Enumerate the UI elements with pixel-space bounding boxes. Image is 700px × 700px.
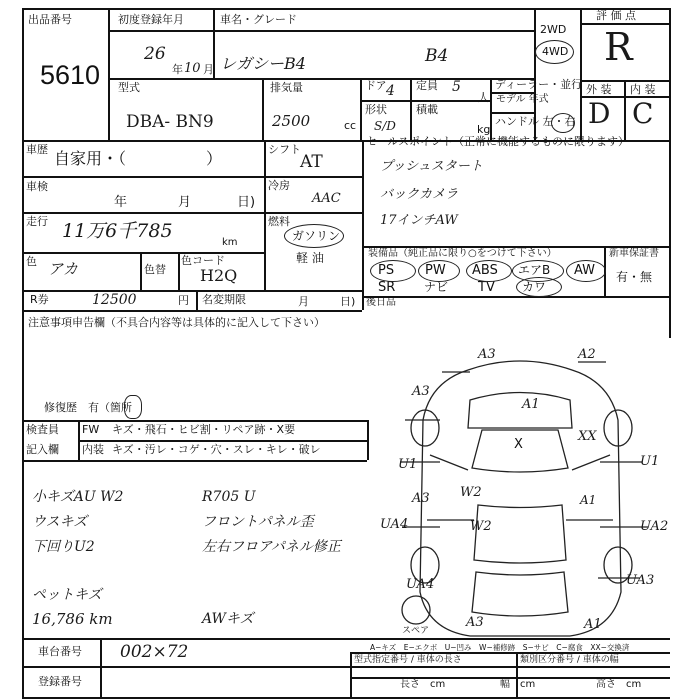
label-4wd: 4WD — [542, 45, 569, 58]
body-type-value: S/D — [374, 119, 396, 133]
damage-windshield: X — [514, 437, 523, 452]
equip-ps: PS — [378, 263, 395, 278]
equip-aw: AW — [574, 263, 596, 278]
label-expiry: 名変期限 — [202, 293, 246, 306]
registration-year-value: 26 — [144, 44, 166, 64]
label-first-registration: 初度登録年月 — [118, 13, 184, 26]
color-code-value: H2Q — [200, 266, 238, 285]
note-1: 小キズAU W2 — [32, 489, 124, 505]
label-designation: 型式指定番号 / 車体の長さ — [354, 655, 462, 665]
label-entry: 記入欄 — [26, 443, 59, 456]
damage-A1-right-door: A1 — [580, 493, 597, 507]
damage-A1-hood: A1 — [522, 397, 540, 412]
label-spare: スペア — [402, 626, 430, 636]
sales-point-2: バックカメラ — [380, 187, 459, 202]
damage-U1-right: U1 — [640, 454, 660, 469]
exterior-grade-value: D — [588, 97, 611, 130]
mileage-value: 11万6千785 — [62, 220, 173, 242]
label-doors: ドア — [365, 79, 387, 92]
label-chassis-number: 車台番号 — [38, 645, 82, 658]
displacement-value: 2500 — [272, 112, 311, 130]
label-sales-points: セールスポイント（正常に機能するものに限ります） — [366, 135, 630, 148]
sales-point-3: 17インチAW — [380, 213, 458, 228]
damage-UA2-right: UA2 — [640, 519, 669, 534]
sales-point-1: プッシュスタート — [380, 159, 483, 174]
capacity-value: 5 — [452, 79, 461, 95]
label-category: 類別区分番号 / 車体の幅 — [520, 655, 619, 665]
damage-A1-rear-right: A1 — [584, 617, 602, 632]
label-height: 高さ cm — [596, 679, 642, 690]
registration-month-value: 10 — [184, 61, 201, 76]
shift-value: AT — [300, 152, 323, 172]
label-2wd: 2WD — [540, 23, 567, 36]
label-inspector: 検査員 — [26, 423, 59, 436]
label-kg: kg — [477, 123, 491, 136]
label-grade-score: 評 価 点 — [596, 9, 636, 22]
label-fw: FW — [82, 423, 100, 436]
label-year: 年 — [172, 63, 183, 76]
label-equipment: 装備品（純正品に限り○をつけて下さい） — [368, 248, 557, 259]
label-handle: ハンドル 左・右 — [495, 115, 576, 128]
model-name-value: レガシーB4 — [220, 54, 306, 73]
label-repair-history: 修復歴 有（箇所 — [44, 401, 132, 414]
equip-airbag: エアB — [518, 263, 551, 277]
equip-abs: ABS — [472, 263, 498, 278]
damage-legend: A−キズ E−エクボ U−凹み W−補修跡 S−サビ C−腐食 XX−交換済 — [370, 643, 630, 652]
label-new-car-warranty: 新車保証書 — [609, 248, 659, 259]
model-code-value: DBA- BN9 — [126, 112, 214, 132]
label-length: 長さ cm — [400, 679, 446, 690]
label-inspection-month: 月 — [178, 195, 192, 210]
label-person: 人 — [478, 91, 489, 104]
note-7: フロントパネル歪 — [202, 514, 314, 530]
label-post-remarks: 後日品 — [366, 297, 396, 308]
damage-U1-left: U1 — [398, 457, 418, 472]
label-mileage: 走行 — [26, 215, 48, 228]
label-lot-number: 出品番号 — [28, 13, 72, 26]
label-shift: シフト — [268, 143, 301, 156]
label-load: 積載 — [416, 103, 438, 116]
label-inspection: 車検 — [26, 180, 48, 193]
note-9: AWキズ — [202, 611, 254, 627]
label-interior-row: 内装 — [82, 443, 104, 456]
label-width: 幅 cm — [500, 679, 536, 690]
label-yen: 円 — [178, 294, 189, 307]
color-value: アカ — [48, 260, 78, 278]
damage-A3-front-left: A3 — [478, 347, 496, 362]
chassis-value: 002×72 — [120, 642, 189, 662]
label-inspection-year: 年 — [114, 195, 128, 210]
label-exterior: 外 装 — [586, 83, 612, 96]
label-dealer: ディーラー・並行 — [495, 78, 583, 91]
label-recycle: R券 — [30, 293, 49, 306]
damage-A2-front-right: A2 — [578, 347, 596, 362]
interior-grade-value: C — [632, 97, 654, 130]
damage-A3-rear: A3 — [466, 615, 484, 630]
lot-number-value: 5610 — [40, 60, 101, 90]
label-registration-number: 登録番号 — [38, 675, 82, 688]
label-model-grade: 車名・グレード — [220, 13, 297, 26]
ac-value: AAC — [312, 191, 341, 206]
label-color-code-short: 色替 — [144, 263, 166, 276]
label-warranty-yes-no: 有・無 — [616, 270, 653, 284]
damage-UA4-rear-left: UA4 — [406, 577, 435, 592]
doors-value: 4 — [386, 83, 395, 99]
label-cc: cc — [344, 119, 357, 132]
note-8: 左右フロアパネル修正 — [202, 539, 341, 555]
note-2: ウスキズ — [32, 514, 88, 530]
equip-navi: ナビ — [424, 280, 449, 294]
label-month: 月 — [203, 63, 214, 76]
equip-pw: PW — [425, 263, 446, 278]
equip-sr: SR — [378, 280, 396, 295]
inspector-row-1: キズ・飛石・ヒビ割・リペア跡・X要 — [112, 423, 296, 436]
equip-tv: TV — [478, 280, 495, 295]
fuel-gasoline: ガソリン — [292, 229, 341, 243]
history-value: 自家用・（ ） — [54, 151, 223, 168]
recycle-value: 12500 — [92, 292, 137, 308]
label-light-oil: 軽 油 — [296, 251, 324, 265]
damage-UA3-rear-right: UA3 — [626, 573, 655, 588]
grade-value: B4 — [425, 46, 449, 66]
label-expiry-month: 月 — [298, 295, 309, 308]
note-5: 16,786 km — [32, 610, 113, 628]
label-history: 車歴 — [26, 143, 48, 156]
label-fuel: 燃料 — [268, 215, 290, 228]
damage-W2-rear: W2 — [470, 519, 492, 534]
label-interior: 内 装 — [630, 83, 656, 96]
label-notes: 注意事項申告欄（不具合内容等は具体的に記入して下さい） — [28, 316, 325, 329]
score-value: R — [604, 25, 633, 69]
label-color: 色 — [26, 255, 37, 268]
note-6: R705 U — [202, 489, 256, 505]
label-color-code: 色コード — [181, 254, 225, 267]
label-model-year: モデル 年式 — [496, 94, 549, 105]
label-ac: 冷房 — [268, 179, 290, 192]
note-4: ペットキズ — [32, 587, 102, 603]
note-3: 下回りU2 — [32, 539, 95, 555]
damage-XX-right-fender: XX — [578, 429, 597, 444]
damage-A3-left-door: A3 — [412, 491, 430, 506]
label-body-type: 形状 — [365, 103, 387, 116]
equip-kawa: カワ — [522, 280, 547, 294]
damage-A3-left-fender: A3 — [412, 384, 430, 399]
damage-UA4-left: UA4 — [380, 517, 409, 532]
label-displacement: 排気量 — [270, 81, 303, 94]
damage-W2-roof: W2 — [460, 485, 482, 500]
label-km: km — [222, 237, 238, 248]
inspector-row-2: キズ・汚レ・コゲ・穴・スレ・キレ・破レ — [112, 443, 321, 456]
label-inspection-day: 日) — [237, 195, 256, 210]
label-capacity: 定員 — [416, 79, 438, 92]
label-expiry-day: 日) — [340, 295, 356, 308]
label-model-code: 型式 — [118, 81, 140, 94]
